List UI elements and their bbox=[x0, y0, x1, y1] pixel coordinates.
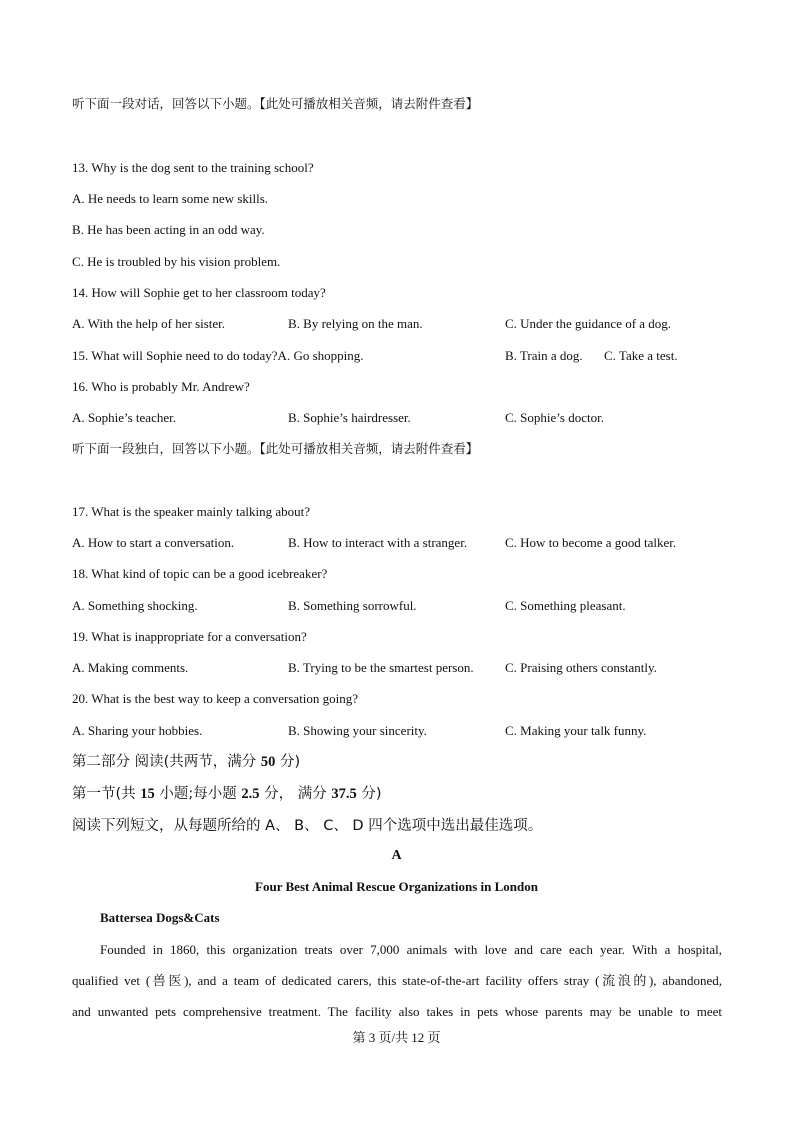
passage-subheading: Battersea Dogs&Cats bbox=[100, 910, 220, 925]
section-prefix: 第一节(共 bbox=[72, 786, 141, 802]
part-title-suffix: 分) bbox=[275, 754, 301, 770]
q16-option-b: B. Sophie’s hairdresser. bbox=[288, 410, 411, 425]
q18-option-c: C. Something pleasant. bbox=[505, 598, 626, 613]
section-total: 37.5 bbox=[331, 786, 357, 802]
section-each: 2.5 bbox=[241, 786, 260, 802]
q19-option-b: B. Trying to be the smartest person. bbox=[288, 660, 474, 675]
question-15 bbox=[72, 348, 722, 364]
question-18: 18. What kind of topic can be a good icebreaker? bbox=[72, 566, 328, 581]
monologue-instruction: 听下面一段独白，回答以下小题。【此处可播放相关音频，请去附件查看】 bbox=[72, 441, 479, 456]
page-footer: 第 3 页/共 12 页 bbox=[352, 1030, 441, 1045]
question-17: 17. What is the speaker mainly talking about? bbox=[72, 504, 311, 519]
section-count: 15 bbox=[140, 786, 155, 802]
part-two-title bbox=[72, 753, 300, 771]
q15-question-option-a: 15. What will Sophie need to do today?A. Go shopping. bbox=[72, 348, 364, 363]
q19-option-c: C. Praising others constantly. bbox=[505, 660, 657, 675]
part-title-score: 50 bbox=[260, 754, 276, 770]
question-16: 16. Who is probably Mr. Andrew? bbox=[72, 379, 250, 394]
question-14: 14. How will Sophie get to her classroom today? bbox=[72, 285, 326, 300]
q19-options bbox=[72, 660, 722, 676]
q18-option-a: A. Something shocking. bbox=[72, 598, 198, 613]
q14-option-a: A. With the help of her sister. bbox=[72, 316, 226, 331]
q14-options bbox=[72, 316, 722, 332]
q17-option-a: A. How to start a conversation. bbox=[72, 535, 235, 550]
paragraph-line-3: and unwanted pets comprehensive treatment. The facility also takes in pets whose parents may be unable to meet bbox=[72, 1004, 722, 1019]
q20-option-c: C. Making your talk funny. bbox=[505, 723, 647, 738]
section-suffix: 分) bbox=[356, 786, 382, 802]
q14-option-b: B. By relying on the man. bbox=[288, 316, 423, 331]
passage-letter: A bbox=[391, 848, 402, 863]
question-13: 13. Why is the dog sent to the training school? bbox=[72, 160, 314, 175]
q18-option-b: B. Something sorrowful. bbox=[288, 598, 417, 613]
paragraph-line-2: qualified vet (兽医), and a team of dedicated carers, this state-of-the-art facility offers stray (流浪的), abandoned, bbox=[72, 973, 722, 988]
q13-option-a: A. He needs to learn some new skills. bbox=[72, 191, 269, 206]
q20-option-b: B. Showing your sincerity. bbox=[288, 723, 427, 738]
q16-option-a: A. Sophie’s teacher. bbox=[72, 410, 176, 425]
reading-instruction: 阅读下列短文，从每题所给的 A、 B、 C、 D 四个选项中选出最佳选项。 bbox=[72, 818, 543, 834]
q17-option-b: B. How to interact with a stranger. bbox=[288, 535, 468, 550]
q20-option-a: A. Sharing your hobbies. bbox=[72, 723, 203, 738]
question-20: 20. What is the best way to keep a conversation going? bbox=[72, 691, 359, 706]
q19-option-a: A. Making comments. bbox=[72, 660, 189, 675]
dialogue-instruction: 听下面一段对话，回答以下小题。【此处可播放相关音频，请去附件查看】 bbox=[72, 96, 479, 111]
q14-option-c: C. Under the guidance of a dog. bbox=[505, 316, 672, 331]
q17-option-c: C. How to become a good talker. bbox=[505, 535, 677, 550]
q15-option-c: C. Take a test. bbox=[604, 348, 678, 363]
q18-options bbox=[72, 598, 722, 614]
section-one-title bbox=[72, 785, 382, 803]
passage-title: Four Best Animal Rescue Organizations in London bbox=[255, 879, 538, 894]
part-title-prefix: 第二部分 阅读(共两节，满分 bbox=[72, 754, 261, 770]
section-mid: 小题;每小题 bbox=[154, 786, 242, 802]
q17-options bbox=[72, 535, 722, 551]
q16-options bbox=[72, 410, 722, 426]
q20-options bbox=[72, 723, 722, 739]
question-19: 19. What is inappropriate for a conversation? bbox=[72, 629, 307, 644]
q13-option-b: B. He has been acting in an odd way. bbox=[72, 222, 265, 237]
q13-option-c: C. He is troubled by his vision problem. bbox=[72, 254, 281, 269]
q15-option-b: B. Train a dog. bbox=[505, 348, 583, 363]
q16-option-c: C. Sophie’s doctor. bbox=[505, 410, 604, 425]
section-mid2: 分， 满分 bbox=[259, 786, 332, 802]
paragraph-line-1: Founded in 1860, this organization treats over 7,000 animals with love and care each year. With a hospital, bbox=[100, 942, 722, 957]
